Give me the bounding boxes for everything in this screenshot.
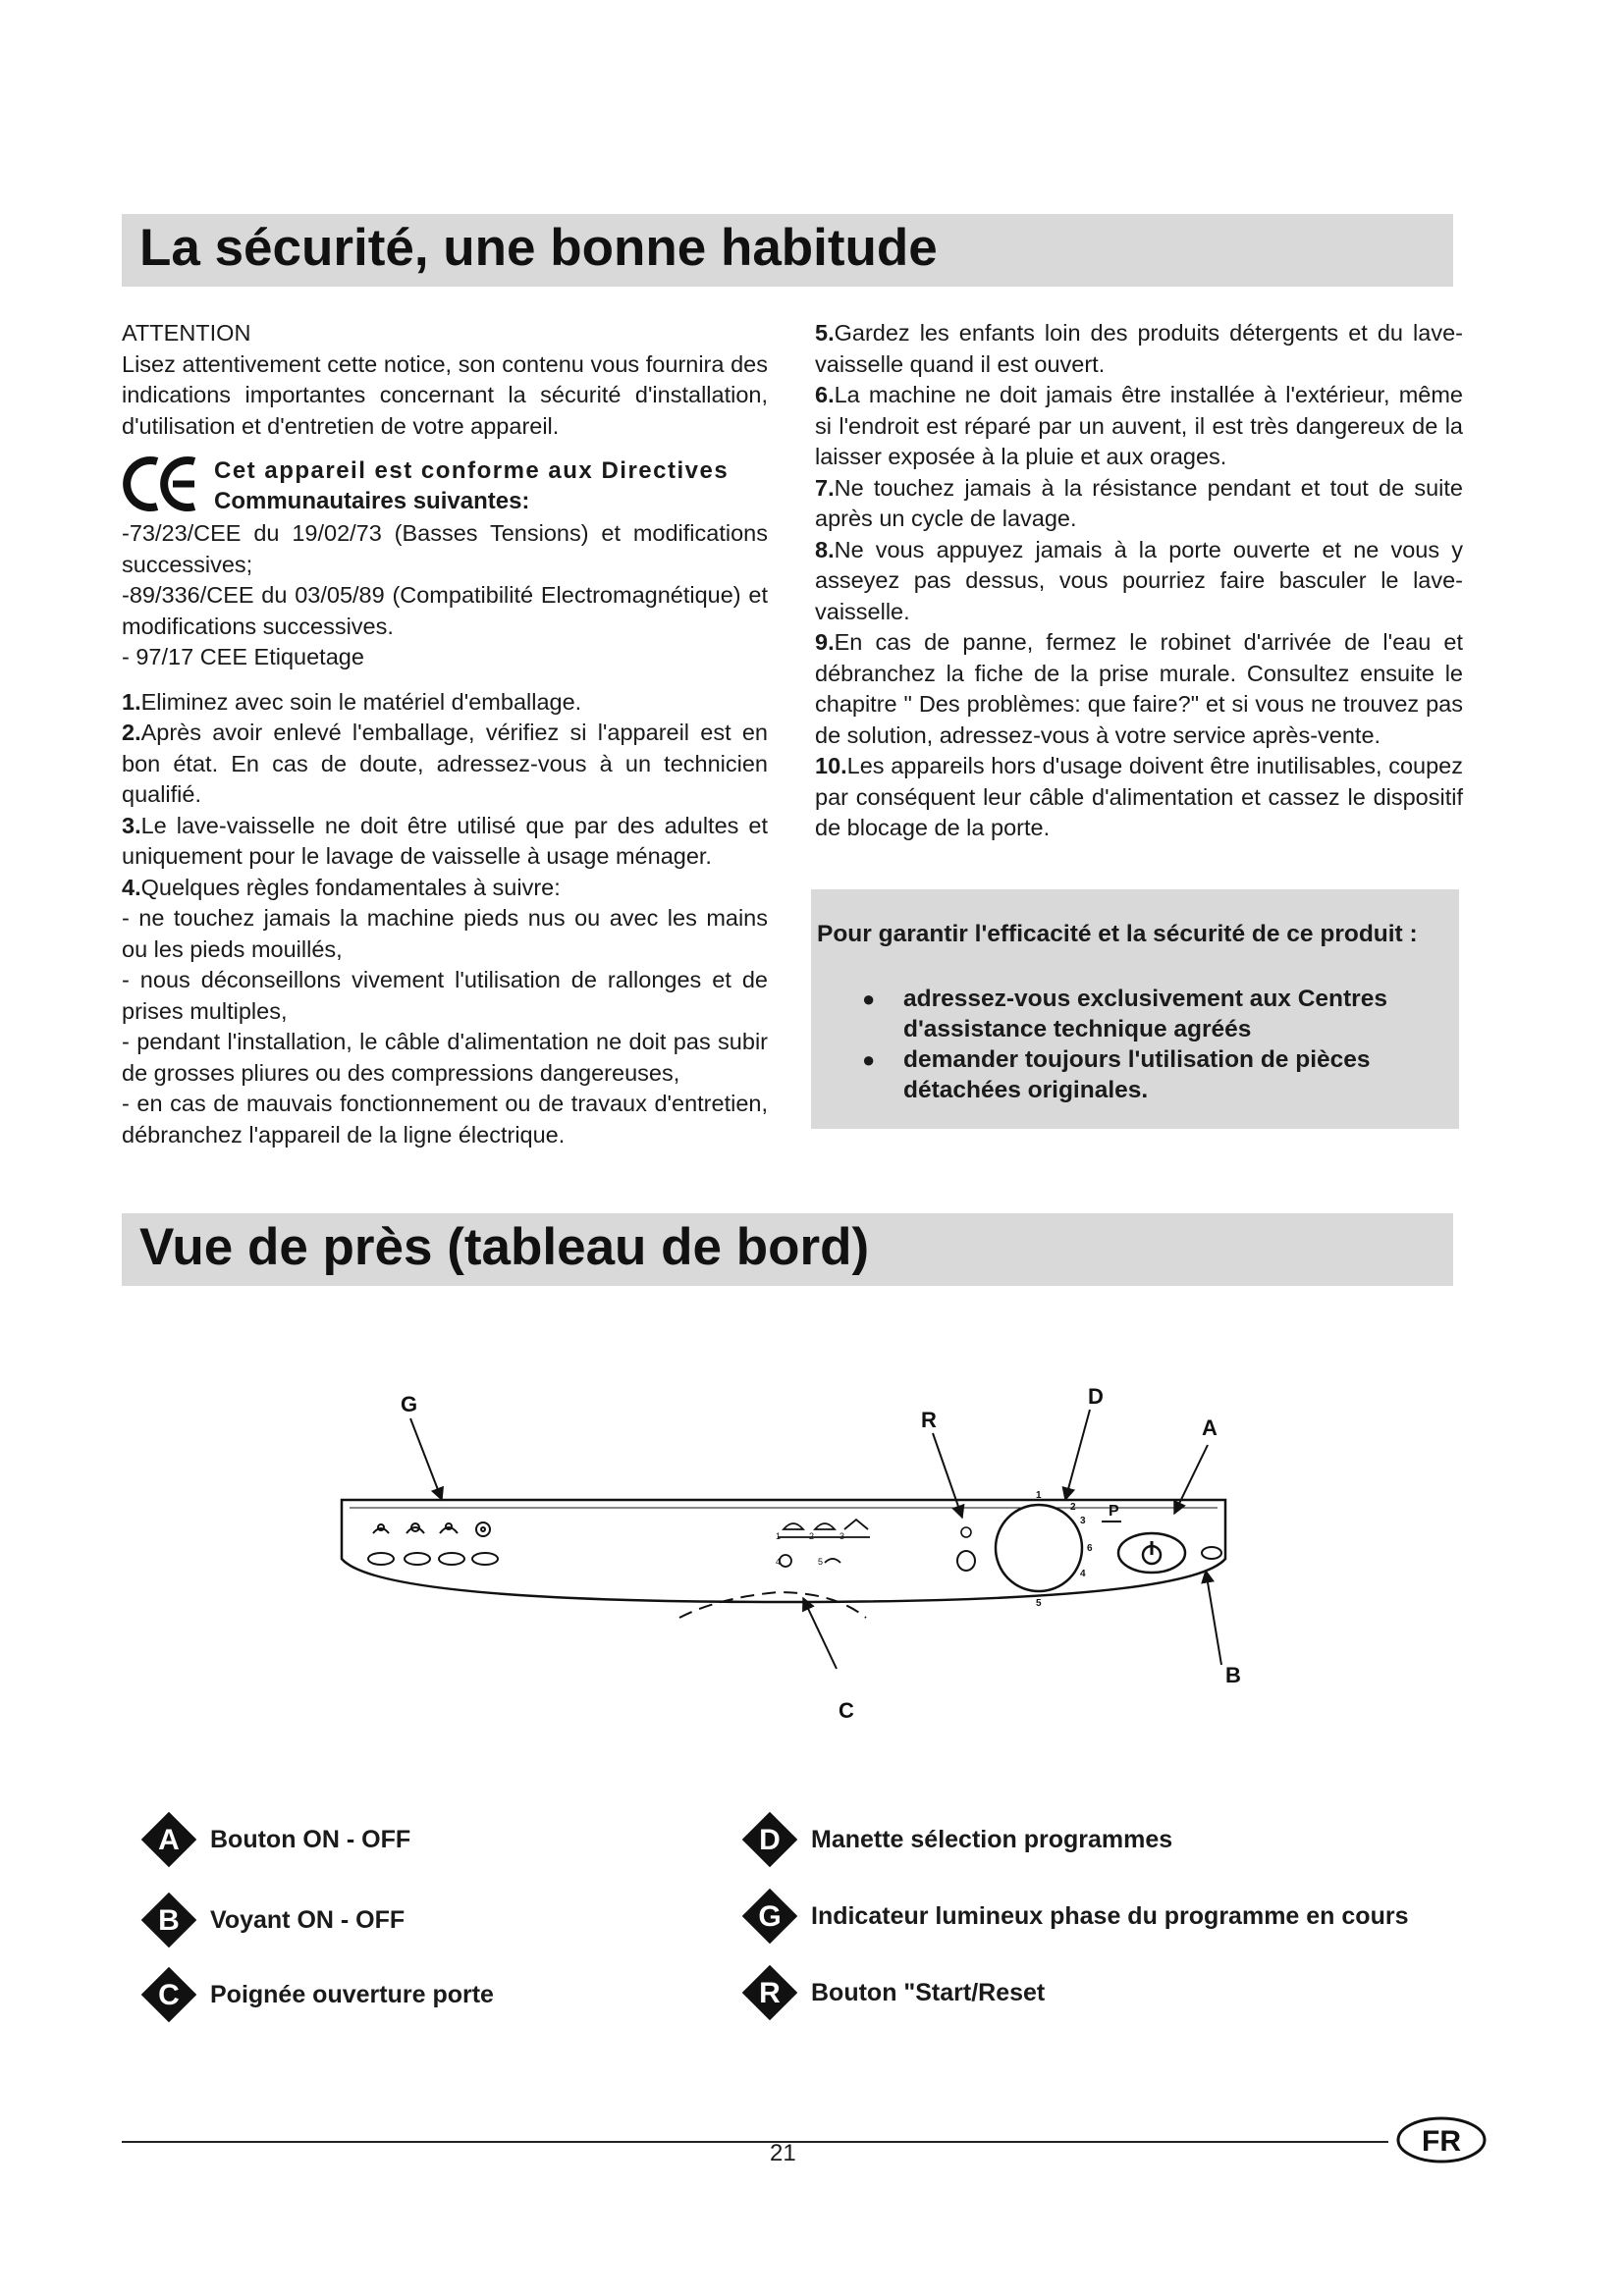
- list-item-4: 4.Quelques règles fondamentales à suivre:: [122, 874, 561, 900]
- badge-D-icon: [738, 1808, 801, 1871]
- dial-number-5: 5: [1036, 1598, 1042, 1609]
- program-dial: [996, 1505, 1082, 1591]
- list-item-4c: - pendant l'installation, le câble d'alimentation ne doit pas subir de grosses pliures ou des compressions dangereuses,: [122, 1029, 768, 1086]
- arrow-C: [803, 1598, 837, 1669]
- badge-C-icon: [137, 1963, 200, 2026]
- mini-number-1: 1: [776, 1531, 782, 1541]
- svg-text:C: C: [158, 1979, 180, 2011]
- legend-label-A: Bouton ON - OFF: [210, 1825, 411, 1853]
- intro-paragraph: Lisez attentivement cette notice, son contenu vous fournira des indications importantes concernant la sécurité d'installation, d'utilisation et d'entretien de votre appareil.: [122, 350, 768, 439]
- arrow-D: [1065, 1410, 1090, 1500]
- dial-number-1: 1: [1036, 1490, 1042, 1501]
- label-C: C: [839, 1698, 854, 1723]
- dial-number-2: 2: [1070, 1502, 1076, 1513]
- legend-label-D: Manette sélection programmes: [811, 1825, 1173, 1853]
- spacer: [122, 442, 768, 455]
- list-item-7: 7.Ne touchez jamais à la résistance pendant et tout de suite après un cycle de lavage.: [815, 474, 1463, 531]
- list-item-4d: - en cas de mauvais fonctionnement ou de travaux d'entretien, débranchez l'appareil de la ligne électrique.: [122, 1091, 768, 1148]
- power-indicator-light: [1202, 1547, 1221, 1559]
- list-item-4a: - ne touchez jamais la machine pieds nus ou avec les mains ou les pieds mouillés,: [122, 905, 768, 962]
- ce-line-2: Communautaires suivantes:: [214, 488, 530, 514]
- dial-number-6: 6: [1087, 1543, 1093, 1554]
- ce-line-1: Cet appareil est conforme aux Directives: [214, 457, 730, 484]
- list-item-5: 5.Gardez les enfants loin des produits détergents et du lave-vaisselle quand il est ouvert.: [815, 320, 1463, 377]
- badge-A-icon: [137, 1808, 200, 1871]
- legend-item-B: [137, 1889, 405, 1951]
- dial-number-3: 3: [1080, 1516, 1086, 1526]
- mini-number-2: 2: [809, 1531, 815, 1541]
- legend-label-G: Indicateur lumineux phase du programme en cours: [811, 1901, 1409, 1930]
- label-G: G: [401, 1392, 418, 1416]
- spacer: [122, 673, 768, 687]
- page-number: 21: [770, 2140, 796, 2166]
- arrow-B: [1206, 1571, 1221, 1665]
- footer-rule: [122, 2141, 1388, 2143]
- legend-label-B: Voyant ON - OFF: [210, 1905, 406, 1934]
- info-box-heading: Pour garantir l'efficacité et la sécurité de ce produit :: [817, 921, 1418, 947]
- badge-B-icon: [137, 1889, 200, 1951]
- label-B: B: [1225, 1663, 1241, 1687]
- list-item-1: 1.Eliminez avec soin le matériel d'emballage.: [122, 688, 582, 715]
- svg-text:A: A: [158, 1824, 180, 1856]
- list-item-6: 6.La machine ne doit jamais être installée à l'extérieur, même si l'endroit est réparé par un auvent, il est très dangereux de la laisser exposée à la pluie et aux orages.: [815, 382, 1463, 469]
- badge-G-icon: [738, 1885, 801, 1948]
- info-box-list: [862, 984, 1412, 1105]
- section-title-securite: La sécurité, une bonne habitude: [139, 219, 938, 277]
- directive-2: -89/336/CEE du 03/05/89 (Compatibilité Electromagnétique) et modifications successives.: [122, 582, 768, 639]
- info-box-bullet-2: ● demander toujours l'utilisation de pièces détachées originales.: [862, 1044, 1412, 1105]
- legend-item-A: [137, 1808, 410, 1871]
- control-panel-diagram: [324, 1374, 1241, 1737]
- ce-compliance-block: [122, 455, 768, 518]
- list-item-9: 9.En cas de panne, fermez le robinet d'arrivée de l'eau et débranchez la fiche de la prise murale. Consultez ensuite le chapitre " Des problèmes: que faire?" et si vous ne trouvez pas de solution, adressez-vous à votre service après-vente.: [815, 629, 1463, 748]
- safety-info-box: [811, 889, 1459, 1129]
- label-D: D: [1088, 1384, 1104, 1409]
- svg-text:B: B: [158, 1904, 180, 1937]
- badge-R-icon: [738, 1961, 801, 2024]
- legend-item-G: [738, 1885, 1408, 1948]
- svg-text:G: G: [758, 1900, 782, 1933]
- info-box-bullet-1: ● adressez-vous exclusivement aux Centres d'assistance technique agréés: [862, 984, 1412, 1044]
- mini-number-3: 3: [839, 1531, 845, 1541]
- svg-text:FR: FR: [1422, 2125, 1461, 2158]
- section-header-securite: [122, 214, 1453, 287]
- attention-label: ATTENTION: [122, 320, 251, 346]
- list-item-2: 2.Après avoir enlevé l'emballage, vérifiez si l'appareil est en bon état. En cas de doute, adressez-vous à un technicien qualifié.: [122, 720, 768, 807]
- dial-number-4: 4: [1080, 1569, 1086, 1579]
- left-column: [122, 318, 768, 1150]
- right-column: [815, 318, 1463, 844]
- list-item-3: 3.Le lave-vaisselle ne doit être utilisé que par des adultes et uniquement pour le lavage de vaisselle à usage ménager.: [122, 812, 768, 869]
- ce-mark-icon: [122, 455, 202, 512]
- svg-text:R: R: [759, 1977, 781, 2009]
- language-badge-icon: [1392, 2112, 1490, 2167]
- label-P: P: [1109, 1503, 1119, 1520]
- legend-item-C: [137, 1963, 494, 2026]
- section-title-tableau: Vue de près (tableau de bord): [139, 1218, 870, 1276]
- legend-label-C: Poignée ouverture porte: [210, 1980, 494, 2008]
- label-R: R: [921, 1408, 937, 1432]
- svg-text:D: D: [759, 1824, 781, 1856]
- legend-label-R: Bouton "Start/Reset: [811, 1978, 1046, 2006]
- arrow-G: [410, 1418, 442, 1500]
- start-reset-button: [957, 1551, 975, 1571]
- directive-1: -73/23/CEE du 19/02/73 (Basses Tensions) et modifications successives;: [122, 520, 768, 577]
- directive-3: - 97/17 CEE Etiquetage: [122, 644, 364, 669]
- list-item-4b: - nous déconseillons vivement l'utilisation de rallonges et de prises multiples,: [122, 967, 768, 1024]
- list-item-8: 8.Ne vous appuyez jamais à la porte ouverte et ne vous y asseyez pas dessus, vous pourriez faire basculer le lave-vaisselle.: [815, 536, 1463, 624]
- panel-outline: [342, 1500, 1225, 1602]
- mini-number-4: 4: [776, 1557, 782, 1567]
- mini-number-5: 5: [818, 1557, 824, 1567]
- legend-item-D: [738, 1808, 1172, 1871]
- list-item-10: 10.Les appareils hors d'usage doivent être inutilisables, coupez par conséquent leur câble d'alimentation et cassez le dispositif de blocage de la porte.: [815, 753, 1463, 840]
- section-header-tableau: [122, 1213, 1453, 1286]
- label-A: A: [1202, 1415, 1218, 1440]
- legend-item-R: [738, 1961, 1045, 2024]
